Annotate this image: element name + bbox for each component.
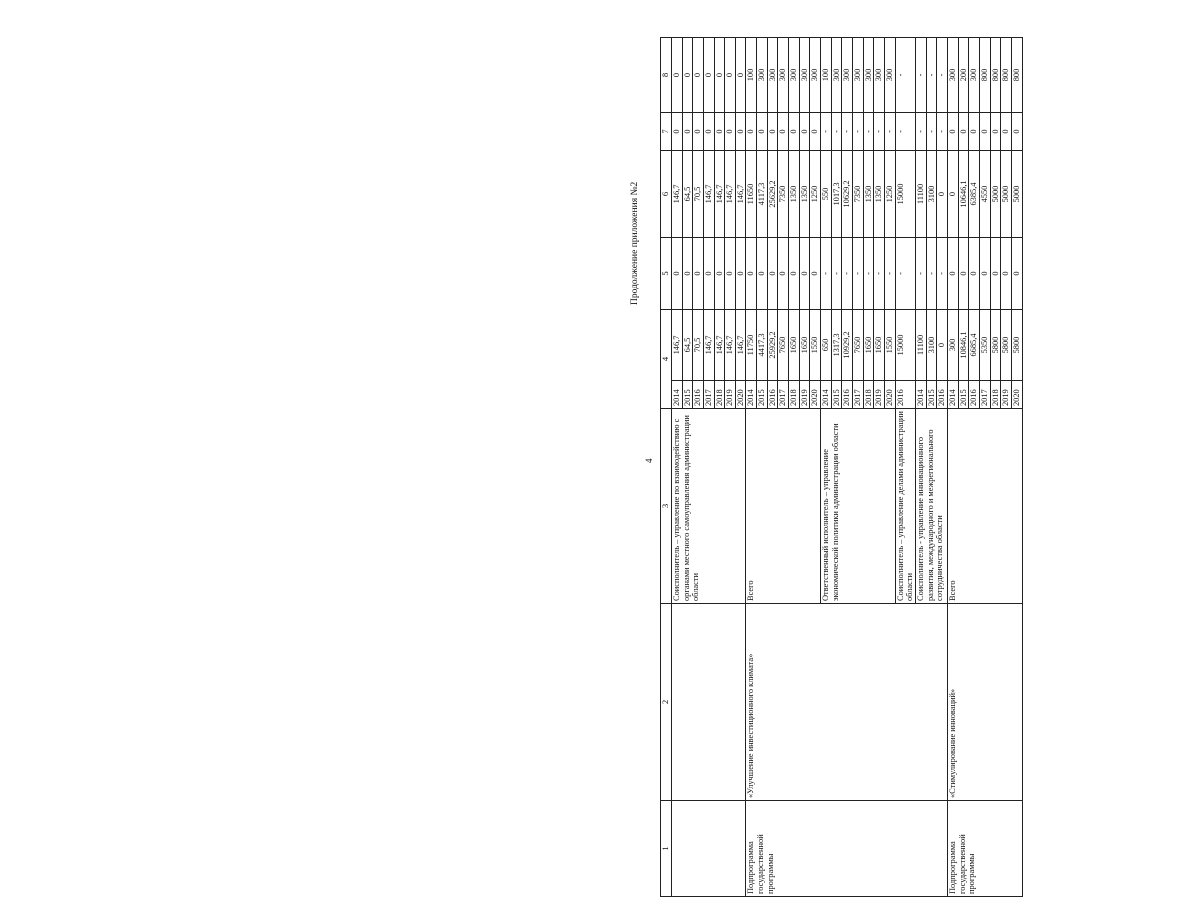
- regional-cell: 4117,3: [757, 151, 768, 238]
- table-row: [671, 38, 682, 897]
- other-cell: -: [937, 38, 948, 113]
- regional-cell: 1250: [885, 151, 896, 238]
- total-cell: 146,7: [725, 310, 736, 381]
- federal-cell: 0: [799, 238, 810, 310]
- year-cell: 2018: [714, 381, 725, 409]
- regional-cell: 10629,2: [842, 151, 853, 238]
- regional-cell: 7350: [778, 151, 789, 238]
- federal-cell: 0: [947, 238, 958, 310]
- federal-cell: 0: [979, 238, 990, 310]
- regional-cell: 146,7: [671, 151, 682, 238]
- other-cell: 300: [947, 38, 958, 113]
- other-cell: 0: [693, 38, 704, 113]
- year-cell: 2017: [979, 381, 990, 409]
- municipal-cell: 0: [703, 113, 714, 151]
- federal-cell: 0: [682, 238, 693, 310]
- year-cell: 2018: [789, 381, 800, 409]
- other-cell: 0: [735, 38, 746, 113]
- other-cell: -: [915, 38, 926, 113]
- federal-cell: 0: [671, 238, 682, 310]
- year-cell: 2019: [874, 381, 885, 409]
- municipal-cell: 0: [969, 113, 980, 151]
- header-col-3: 3: [661, 409, 672, 604]
- municipal-cell: 0: [693, 113, 704, 151]
- federal-cell: 0: [725, 238, 736, 310]
- regional-cell: 4550: [979, 151, 990, 238]
- other-cell: 100: [821, 38, 832, 113]
- regional-cell: 0: [947, 151, 958, 238]
- year-cell: 2015: [958, 381, 969, 409]
- executor-cell: Соисполнитель – управление по взаимодействию с органами местного самоуправления администрации области: [671, 409, 746, 604]
- year-cell: 2016: [842, 381, 853, 409]
- regional-cell: 1250: [810, 151, 821, 238]
- regional-cell: 146,7: [735, 151, 746, 238]
- regional-cell: 1017,3: [831, 151, 842, 238]
- municipal-cell: 0: [789, 113, 800, 151]
- year-cell: 2014: [671, 381, 682, 409]
- total-cell: 10846,1: [958, 310, 969, 381]
- regional-cell: 1350: [789, 151, 800, 238]
- table-header-row: [661, 38, 672, 897]
- total-cell: 5800: [1001, 310, 1012, 381]
- total-cell: 10929,2: [842, 310, 853, 381]
- municipal-cell: -: [915, 113, 926, 151]
- total-cell: 1550: [885, 310, 896, 381]
- year-cell: 2014: [746, 381, 757, 409]
- total-cell: 5800: [1011, 310, 1022, 381]
- federal-cell: 0: [735, 238, 746, 310]
- header-col-1: 1: [661, 801, 672, 897]
- total-cell: 5800: [990, 310, 1001, 381]
- federal-cell: 0: [1011, 238, 1022, 310]
- other-cell: 300: [767, 38, 778, 113]
- federal-cell: -: [863, 238, 874, 310]
- municipal-cell: 0: [671, 113, 682, 151]
- federal-cell: 0: [969, 238, 980, 310]
- municipal-cell: 0: [990, 113, 1001, 151]
- page-number: 4: [644, 458, 654, 463]
- municipal-cell: 0: [958, 113, 969, 151]
- year-cell: 2017: [703, 381, 714, 409]
- year-cell: 2018: [863, 381, 874, 409]
- executor-cell: Соисполнитель - управление инновационного развития, международного и межрегионального сотрудничества области: [915, 409, 947, 604]
- program-type-cell: Подпрограмма государственной программы: [746, 801, 947, 897]
- municipal-cell: 0: [1011, 113, 1022, 151]
- other-cell: 300: [778, 38, 789, 113]
- rotated-sheet: [600, 35, 1200, 905]
- municipal-cell: -: [937, 113, 948, 151]
- federal-cell: -: [915, 238, 926, 310]
- total-cell: 146,7: [671, 310, 682, 381]
- regional-cell: 146,7: [714, 151, 725, 238]
- municipal-cell: -: [831, 113, 842, 151]
- total-cell: 6685,4: [969, 310, 980, 381]
- other-cell: 0: [714, 38, 725, 113]
- federal-cell: -: [853, 238, 864, 310]
- regional-cell: 11100: [915, 151, 926, 238]
- year-cell: 2018: [990, 381, 1001, 409]
- other-cell: 0: [725, 38, 736, 113]
- year-cell: 2015: [757, 381, 768, 409]
- municipal-cell: -: [885, 113, 896, 151]
- year-cell: 2016: [969, 381, 980, 409]
- federal-cell: -: [895, 238, 915, 310]
- regional-cell: 10646,1: [958, 151, 969, 238]
- other-cell: 300: [799, 38, 810, 113]
- total-cell: 15000: [895, 310, 915, 381]
- table-row: [947, 38, 958, 897]
- header-col-7: 7: [661, 113, 672, 151]
- regional-cell: 7350: [853, 151, 864, 238]
- municipal-cell: 0: [979, 113, 990, 151]
- regional-cell: 5000: [1011, 151, 1022, 238]
- municipal-cell: 0: [767, 113, 778, 151]
- municipal-cell: -: [821, 113, 832, 151]
- year-cell: 2019: [799, 381, 810, 409]
- total-cell: 1650: [789, 310, 800, 381]
- municipal-cell: -: [874, 113, 885, 151]
- header-col-6: 6: [661, 151, 672, 238]
- regional-cell: 5000: [1001, 151, 1012, 238]
- year-cell: 2020: [810, 381, 821, 409]
- federal-cell: -: [831, 238, 842, 310]
- total-cell: 64,5: [682, 310, 693, 381]
- year-cell: 2016: [693, 381, 704, 409]
- program-type-cell: [671, 801, 746, 897]
- total-cell: 11750: [746, 310, 757, 381]
- regional-cell: 146,7: [703, 151, 714, 238]
- municipal-cell: -: [863, 113, 874, 151]
- total-cell: 1650: [799, 310, 810, 381]
- federal-cell: -: [937, 238, 948, 310]
- other-cell: 300: [757, 38, 768, 113]
- year-cell: 2015: [682, 381, 693, 409]
- header-col-5: 5: [661, 238, 672, 310]
- municipal-cell: 0: [757, 113, 768, 151]
- federal-cell: 0: [958, 238, 969, 310]
- header-col-2: 2: [661, 604, 672, 801]
- federal-cell: 0: [693, 238, 704, 310]
- year-cell: 2017: [778, 381, 789, 409]
- executor-cell: Ответственный исполнитель – управление экономической политики администрации области: [821, 409, 896, 604]
- municipal-cell: -: [842, 113, 853, 151]
- regional-cell: 0: [937, 151, 948, 238]
- regional-cell: 5000: [990, 151, 1001, 238]
- total-cell: 300: [947, 310, 958, 381]
- other-cell: 0: [671, 38, 682, 113]
- total-cell: 1550: [810, 310, 821, 381]
- other-cell: 300: [969, 38, 980, 113]
- regional-cell: 1350: [863, 151, 874, 238]
- year-cell: 2015: [926, 381, 937, 409]
- other-cell: 800: [990, 38, 1001, 113]
- regional-cell: 3100: [926, 151, 937, 238]
- municipal-cell: 0: [1001, 113, 1012, 151]
- year-cell: 2014: [915, 381, 926, 409]
- federal-cell: 0: [990, 238, 1001, 310]
- regional-cell: 1350: [874, 151, 885, 238]
- total-cell: 146,7: [714, 310, 725, 381]
- municipal-cell: 0: [682, 113, 693, 151]
- federal-cell: -: [874, 238, 885, 310]
- total-cell: 146,7: [735, 310, 746, 381]
- total-cell: 7650: [778, 310, 789, 381]
- executor-cell: Соисполнитель – управление делами администрации области: [895, 409, 915, 604]
- regional-cell: 1350: [799, 151, 810, 238]
- regional-cell: 15000: [895, 151, 915, 238]
- municipal-cell: -: [895, 113, 915, 151]
- municipal-cell: -: [926, 113, 937, 151]
- federal-cell: 0: [714, 238, 725, 310]
- year-cell: 2020: [885, 381, 896, 409]
- year-cell: 2014: [947, 381, 958, 409]
- program-name-cell: «Улучшение инвестиционного климата»: [746, 604, 947, 801]
- federal-cell: -: [885, 238, 896, 310]
- municipal-cell: 0: [947, 113, 958, 151]
- municipal-cell: 0: [725, 113, 736, 151]
- other-cell: 300: [842, 38, 853, 113]
- program-name-cell: «Стимулирование инноваций»: [947, 604, 1022, 801]
- other-cell: 0: [682, 38, 693, 113]
- total-cell: 4417,3: [757, 310, 768, 381]
- federal-cell: 0: [767, 238, 778, 310]
- year-cell: 2019: [725, 381, 736, 409]
- other-cell: 300: [874, 38, 885, 113]
- regional-cell: 550: [821, 151, 832, 238]
- federal-cell: 0: [746, 238, 757, 310]
- other-cell: -: [895, 38, 915, 113]
- year-cell: 2016: [937, 381, 948, 409]
- regional-cell: 11650: [746, 151, 757, 238]
- other-cell: 200: [958, 38, 969, 113]
- total-cell: 146,7: [703, 310, 714, 381]
- year-cell: 2019: [1001, 381, 1012, 409]
- total-cell: 3100: [926, 310, 937, 381]
- regional-cell: 64,5: [682, 151, 693, 238]
- total-cell: 5350: [979, 310, 990, 381]
- municipal-cell: 0: [799, 113, 810, 151]
- other-cell: 300: [885, 38, 896, 113]
- regional-cell: 70,5: [693, 151, 704, 238]
- total-cell: 11100: [915, 310, 926, 381]
- other-cell: 300: [831, 38, 842, 113]
- municipal-cell: 0: [778, 113, 789, 151]
- municipal-cell: 0: [810, 113, 821, 151]
- total-cell: 1650: [874, 310, 885, 381]
- year-cell: 2016: [767, 381, 778, 409]
- year-cell: 2015: [831, 381, 842, 409]
- federal-cell: -: [842, 238, 853, 310]
- year-cell: 2014: [821, 381, 832, 409]
- federal-cell: 0: [789, 238, 800, 310]
- total-cell: 650: [821, 310, 832, 381]
- federal-cell: 0: [1001, 238, 1012, 310]
- year-cell: 2020: [735, 381, 746, 409]
- regional-cell: 25629,2: [767, 151, 778, 238]
- year-cell: 2016: [895, 381, 915, 409]
- header-col-4: 4: [661, 310, 672, 409]
- other-cell: 300: [863, 38, 874, 113]
- other-cell: 300: [810, 38, 821, 113]
- federal-cell: -: [926, 238, 937, 310]
- other-cell: 800: [1011, 38, 1022, 113]
- executor-cell: Всего: [746, 409, 821, 604]
- other-cell: 800: [979, 38, 990, 113]
- other-cell: 300: [853, 38, 864, 113]
- program-type-cell: Подпрограмма государственной программы: [947, 801, 1022, 897]
- federal-cell: 0: [778, 238, 789, 310]
- year-cell: 2020: [1011, 381, 1022, 409]
- other-cell: 0: [703, 38, 714, 113]
- other-cell: -: [926, 38, 937, 113]
- total-cell: 7650: [853, 310, 864, 381]
- other-cell: 100: [746, 38, 757, 113]
- municipal-cell: -: [853, 113, 864, 151]
- federal-cell: -: [821, 238, 832, 310]
- regional-cell: 6385,4: [969, 151, 980, 238]
- year-cell: 2017: [853, 381, 864, 409]
- other-cell: 300: [789, 38, 800, 113]
- budget-table: [660, 37, 1023, 897]
- header-col-8: 8: [661, 38, 672, 113]
- municipal-cell: 0: [746, 113, 757, 151]
- total-cell: 1650: [863, 310, 874, 381]
- municipal-cell: 0: [714, 113, 725, 151]
- regional-cell: 146,7: [725, 151, 736, 238]
- table-row: [746, 38, 757, 897]
- federal-cell: 0: [703, 238, 714, 310]
- other-cell: 800: [1001, 38, 1012, 113]
- federal-cell: 0: [757, 238, 768, 310]
- executor-cell: Всего: [947, 409, 1022, 604]
- program-name-cell: [671, 604, 746, 801]
- total-cell: 70,5: [693, 310, 704, 381]
- continuation-title: Продолжение приложения №2: [630, 181, 640, 305]
- total-cell: 0: [937, 310, 948, 381]
- total-cell: 1317,3: [831, 310, 842, 381]
- federal-cell: 0: [810, 238, 821, 310]
- municipal-cell: 0: [735, 113, 746, 151]
- total-cell: 25929,2: [767, 310, 778, 381]
